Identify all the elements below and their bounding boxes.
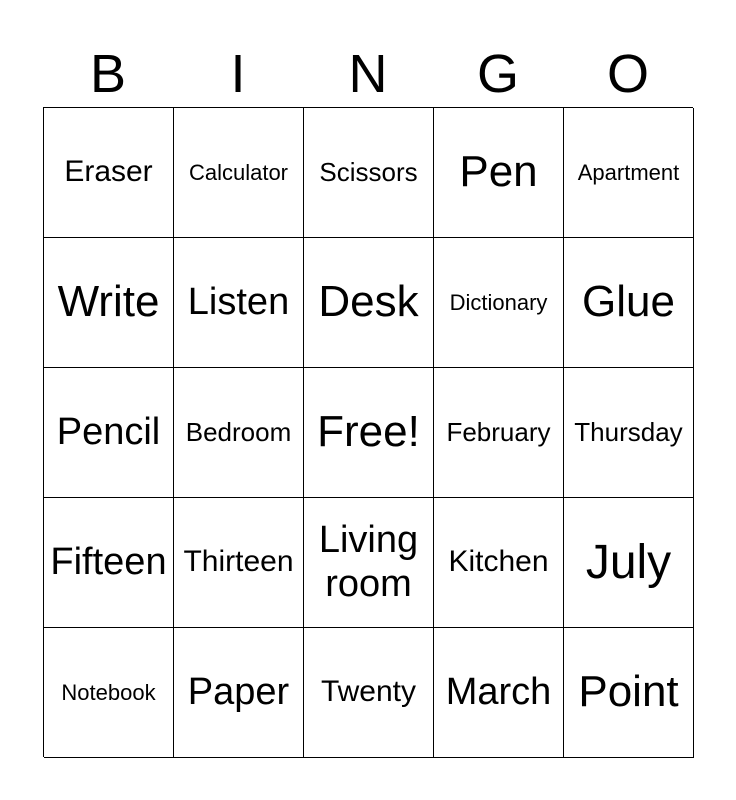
bingo-board — [43, 107, 693, 757]
bingo-cell-label-line: Living — [318, 518, 419, 561]
bingo-cell-notebook[interactable] — [44, 628, 174, 758]
bingo-cell-label: Notebook — [61, 679, 156, 705]
bingo-header — [43, 40, 693, 108]
bingo-cell-label: July — [585, 535, 672, 589]
bingo-cell-apartment[interactable] — [564, 108, 694, 238]
bingo-cell-label: Dictionary — [449, 289, 548, 315]
bingo-cell-label — [319, 519, 418, 606]
bingo-cell-label: Eraser — [64, 155, 153, 189]
bingo-cell-eraser[interactable] — [44, 108, 174, 238]
bingo-cell-listen[interactable] — [174, 238, 304, 368]
bingo-cell-label: February — [446, 416, 551, 447]
bingo-cell-label-line: room — [325, 562, 412, 605]
bingo-cell-label: Kitchen — [448, 545, 549, 579]
header-letter-i: I — [230, 44, 246, 104]
bingo-cell-label: Point — [578, 667, 679, 717]
bingo-cell-write[interactable] — [44, 238, 174, 368]
header-letter-o: O — [606, 44, 649, 104]
bingo-cell-thursday[interactable] — [564, 368, 694, 498]
bingo-cell-dictionary[interactable] — [434, 238, 564, 368]
bingo-cell-point[interactable] — [564, 628, 694, 758]
bingo-cell-fifteen[interactable] — [44, 498, 174, 628]
bingo-cell-twenty[interactable] — [304, 628, 434, 758]
bingo-cell-scissors[interactable] — [304, 108, 434, 238]
bingo-cell-thirteen[interactable] — [174, 498, 304, 628]
bingo-cell-july[interactable] — [564, 498, 694, 628]
bingo-cell-label: Write — [57, 277, 160, 327]
bingo-cell-february[interactable] — [434, 368, 564, 498]
bingo-cell-label: Scissors — [319, 156, 418, 187]
bingo-cell-bedroom[interactable] — [174, 368, 304, 498]
bingo-cell-kitchen[interactable] — [434, 498, 564, 628]
bingo-cell-label: Free! — [317, 407, 420, 457]
bingo-cell-free[interactable] — [304, 368, 434, 498]
bingo-cell-label: Fifteen — [50, 540, 167, 583]
bingo-cell-desk[interactable] — [304, 238, 434, 368]
bingo-cell-label: Glue — [582, 277, 675, 327]
bingo-cell-label: Apartment — [577, 159, 680, 185]
header-letter-g: G — [476, 44, 519, 104]
bingo-cell-label: March — [445, 670, 552, 713]
bingo-cell-label: Thursday — [574, 416, 683, 447]
bingo-cell-living-room[interactable] — [304, 498, 434, 628]
bingo-cell-glue[interactable] — [564, 238, 694, 368]
bingo-cell-march[interactable] — [434, 628, 564, 758]
bingo-cell-label: Listen — [187, 280, 290, 323]
bingo-cell-label: Desk — [318, 277, 419, 327]
bingo-cell-paper[interactable] — [174, 628, 304, 758]
bingo-cell-label: Paper — [187, 670, 290, 713]
bingo-cell-calculator[interactable] — [174, 108, 304, 238]
bingo-cell-pencil[interactable] — [44, 368, 174, 498]
bingo-cell-pen[interactable] — [434, 108, 564, 238]
bingo-cell-label: Calculator — [188, 159, 289, 185]
header-letter-b: B — [89, 44, 127, 104]
bingo-cell-label: Pencil — [56, 410, 161, 453]
bingo-cell-label: Pen — [459, 147, 538, 197]
header-letter-n: N — [348, 44, 388, 104]
bingo-cell-label: Twenty — [320, 675, 417, 709]
bingo-cell-label: Bedroom — [185, 416, 292, 447]
bingo-cell-label: Thirteen — [183, 545, 294, 579]
